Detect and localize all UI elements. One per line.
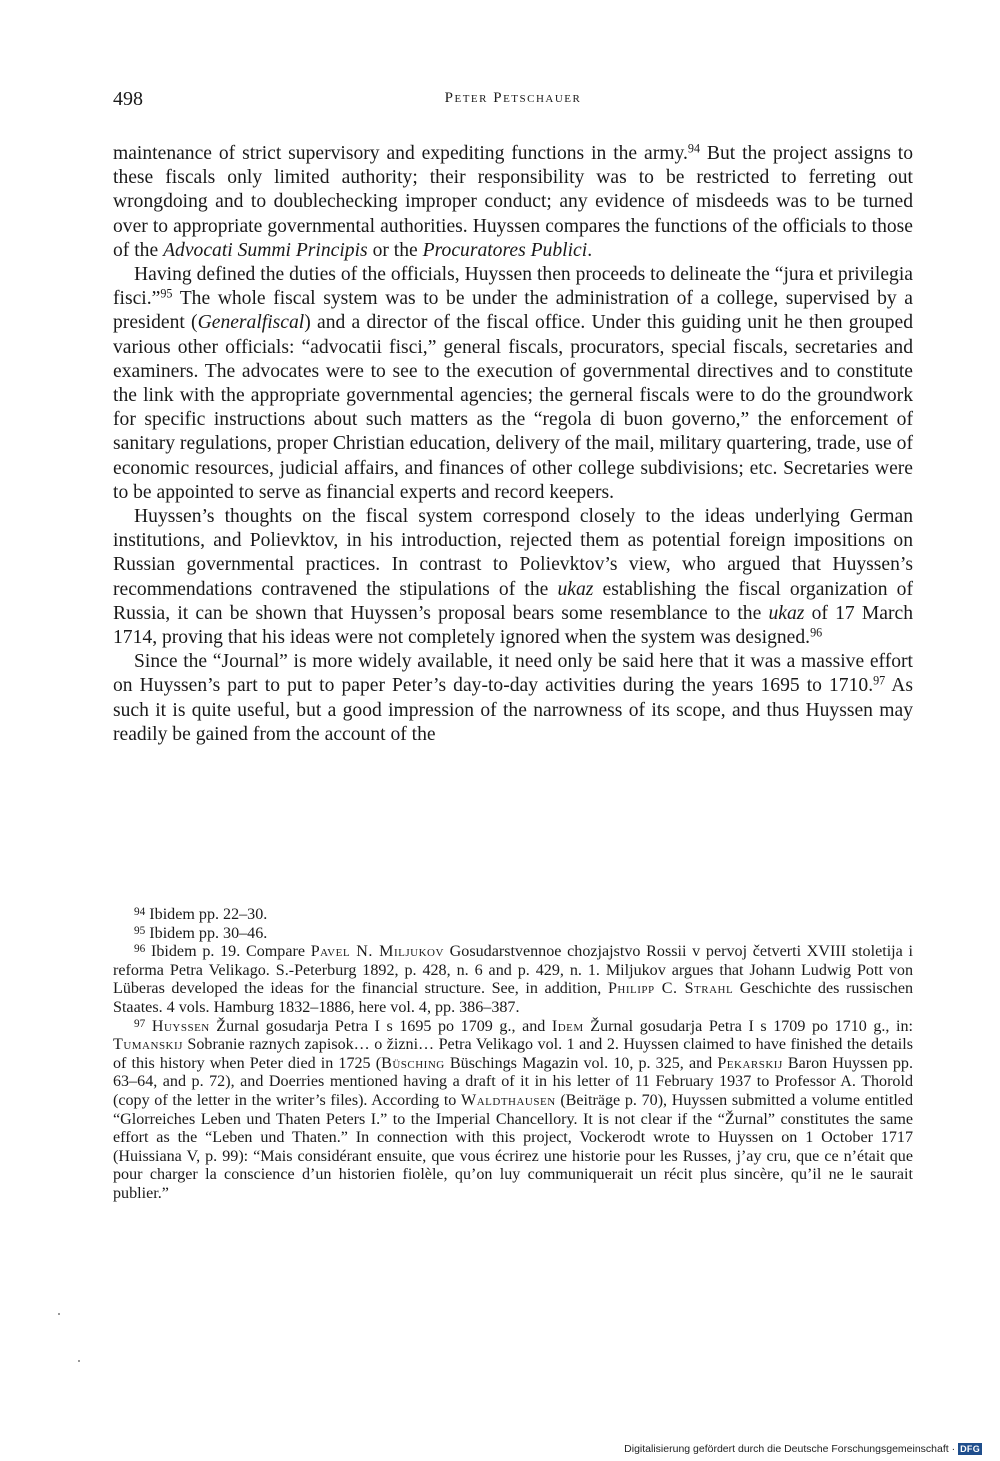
paragraph-4: Since the “Journal” is more widely available, it need only be said here that it was a massive effort on Huyssen’s part to put to paper Peter’s day-to-day activities during the years 1695 to 1710.97 As such it is quite useful, but a good impression of the narrowness of its scope, and thus Huyssen may readily be gained from the account of the (113, 651, 914, 745)
footnote-number: 96 (134, 943, 146, 956)
scan-speck (58, 1313, 60, 1315)
scan-speck (78, 1360, 80, 1362)
running-head: Peter Petschauer (444, 90, 582, 106)
footnote-94: $^{94}$ Ibidem pp. 22–30. (134, 906, 268, 923)
footnote-ref-96[interactable]: 96 (810, 625, 823, 640)
digitization-footer (624, 1443, 982, 1455)
paragraph-3: Huyssen’s thoughts on the fiscal system correspond closely to the ideas underlying German institutions, and Polievktov, in his introduction, rejected them as potential foreign impositions on Russian governmental practices. In contrast to Polievktov’s view, who argued that Huyssen’s recommendations contravened the stipulations of the ukaz establishing the fiscal organization of Russia, it can be shown that Huyssen’s proposal bears some resemblance to the ukaz of 17 March 1714, proving that his ideas were not completely ignored when the system was designed.$^{96}$ (113, 506, 914, 649)
main-text (113, 142, 913, 747)
footnote-ref-94[interactable]: 94 (687, 141, 701, 156)
paragraph-2: Having defined the duties of the officials, Huyssen then proceeds to delineate the “jura et privilegia fisci.”$^{95}$ The whole fiscal system was to be under the administration of a college, supervised by a president (Generalfiscal) and a director of the fiscal office. Under this guiding unit he then grouped various other officials: “advocatii fisci,” general fiscals, procurators, special fiscals, secretaries and examiners. The advocates were to see to the execution of governmental directives and to constitute the link with the appropriate governmental agencies; the gerneral fiscals were to do the groundwork for specific instructions about such matters as the “regola di buon governo,” the enforcement of sanitary regulations, proper Christian education, delivery of the mail, military quartering, trade, use of economic resources, judicial affairs, and finances of other college subdivisions; etc. Secretaries were to be appointed to serve as financial experts and record keepers. (113, 264, 913, 503)
page-header (113, 88, 913, 116)
footnote-number: 94 (134, 906, 146, 919)
footer-credit: Digitalisierung gefördert durch die Deutsche Forschungsgemeinschaft · (624, 1443, 956, 1455)
footnote-96: $^{96}$ Ibidem p. 19. Compare Pavel N. Miljukov Gosudarstvennoe chozjajstvo Rossii v pervoj četverti XVIII stoletija i reforma Petra Velikago. S.-Peterburg 1892, p. 428, n. 6 and p. 429, n. 1. Miljukov argues that Johann Ludwig Pott von Lüberas developed the ideas for the financial structure. See, in addition, Philipp C. Strahl Geschichte des russischen Staates. 4 vols. Hamburg 1832–1886, here vol. 4, pp. 386–387. (113, 943, 914, 1016)
footnote-97: $^{97}$ Huyssen Žurnal gosudarja Petra I s 1695 po 1709 g., and Idem Žurnal gosudarja Petra I s 1709 po 1710 g., in: Tumanskij Sobranie raznych zapisok… o žizni… Petra Velikago vol. 1 and 2. Huyssen claimed to have finished the details of this history when Peter died in 1725 (Büsching Büschings Magazin vol. 10, p. 325, and Pekarskij Baron Huyssen pp. 63–64, and p. 72), and Doerries mentioned having a draft of it in his letter of 11 February 1937 to Professor A. Thorold (copy of the letter in the writer’s files). According to Waldthausen (Beiträge p. 70), Huyssen submitted a volume entitled “Glorreiches Leben und Thaten Peters I.” to the Imperial Chancellory. It is not clear if the “Žurnal” constitutes the same effort as the “Leben und Thaten.” In connection with this project, Vockerodt wrote to Huyssen on 1 October 1717 (Huissiana V, p. 99): “Mais considérant ensuite, que vous écrirez une historie pour les Russes, j’ay cru, que ce n’était que pour charger la conscience d’un historien fiolèle, qu’on luy communiquerait un récit plus sincère, qu’il ne le saurait publier.” (113, 1017, 914, 1202)
footnotes (113, 906, 913, 1204)
dfg-logo: DFG (960, 1444, 980, 1454)
page-number: 498 (113, 88, 143, 110)
footnote-ref-97[interactable]: 97 (873, 673, 886, 688)
footnote-95: $^{95}$ Ibidem pp. 30–46. (134, 924, 268, 942)
footnote-ref-95[interactable]: 95 (160, 286, 173, 301)
paragraph-1: maintenance of strict supervisory and expediting functions in the army.$^{94}$ But the project assigns to these fiscals only limited authority; their responsibility was to be restricted to ferreting out wrongdoing and to doublechecking improper conduct; any evidence of misdeeds was to be turned over to appropriate governmental authorities. Huyssen compares the functions of the officials to those of the Advocati Summi Principis or the Procuratores Publici. (113, 141, 913, 261)
footnote-number: 97 (134, 1017, 146, 1030)
footnote-number: 95 (134, 924, 146, 937)
